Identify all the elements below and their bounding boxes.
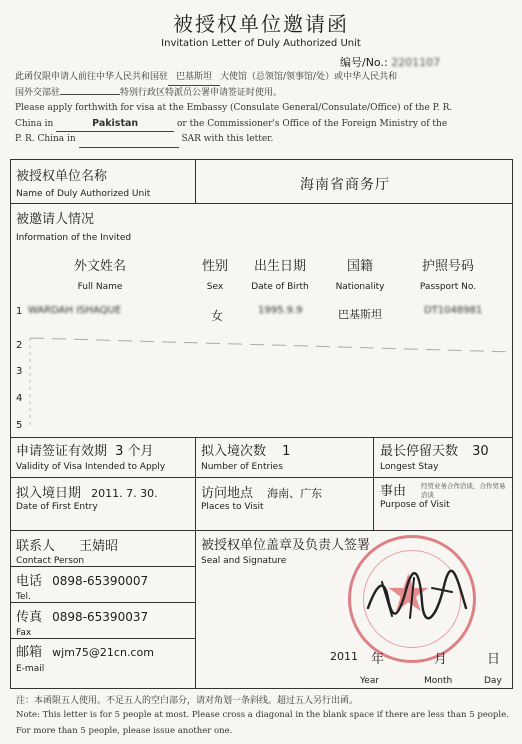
seal-label-en: Seal and Signature xyxy=(201,556,287,566)
fax-field xyxy=(16,606,148,625)
purpose-label-en: Purpose of Visit xyxy=(380,500,450,510)
serial-number xyxy=(340,54,440,70)
email-value: wjm75@21cn.com xyxy=(52,646,154,659)
col-passport-cn: 护照号码 xyxy=(421,259,474,274)
handwritten-signature xyxy=(362,568,472,630)
col-name-cn: 外文姓名 xyxy=(73,259,126,274)
seal-year-value: 2011 xyxy=(330,650,358,663)
validity-label-cn: 申请签证有效期 xyxy=(16,444,108,459)
purpose-label-cn: 事由 xyxy=(380,484,407,499)
places-label-cn: 访问地点 xyxy=(201,486,254,501)
invitee-full-name: WARDAH ISHAQUE xyxy=(28,305,122,316)
intro-en-line-2: China in Pakistan or the Commissioner's Office of the Foreign Ministry of the xyxy=(15,116,510,132)
entries-label-en: Number of Entries xyxy=(201,462,283,472)
col-nationality-en: Nationality xyxy=(335,282,385,292)
seal-year-en: Year xyxy=(360,676,380,686)
serial-value: 2201107 xyxy=(391,56,441,69)
seal-day-cn: 日 xyxy=(487,652,501,667)
row-number: 5 xyxy=(16,420,23,431)
contact-person-label-en: Contact Person xyxy=(16,556,85,566)
entries-value: 1 xyxy=(282,444,291,459)
fax-label-en: Fax xyxy=(16,628,32,638)
invitee-nationality: 巴基斯坦 xyxy=(338,308,382,321)
unit-name-value: 海南省商务厅 xyxy=(300,177,390,193)
row-number: 3 xyxy=(16,366,23,377)
unit-label-en: Name of Duly Authorized Unit xyxy=(16,189,151,199)
places-label-en: Places to Visit xyxy=(201,502,264,512)
invitee-passport: DT1048981 xyxy=(424,305,483,316)
invited-label-cn: 被邀请人情况 xyxy=(16,212,95,227)
tel-field xyxy=(16,570,148,589)
validity-value: 3 个月 xyxy=(115,444,154,459)
validity-label-en: Validity of Visa Intended to Apply xyxy=(16,462,166,472)
contact-person-label-cn: 联系人 xyxy=(16,539,56,554)
col-dob-en: Date of Birth xyxy=(251,282,309,292)
serial-label: 编号/No.: xyxy=(340,56,388,69)
intro-cn-country: 巴基斯坦 xyxy=(168,70,220,86)
entry-date-label-en: Date of First Entry xyxy=(16,502,98,512)
tel-value: 0898-65390007 xyxy=(52,574,149,588)
stay-label-cn: 最长停留天数 xyxy=(380,444,459,459)
letter-title-en: Invitation Letter of Duly Authorized Unit xyxy=(161,38,361,49)
invited-label-en: Information of the Invited xyxy=(16,233,132,243)
intro-cn-line-2: 国外交部驻 特别行政区特派员公署申请签证时使用。 xyxy=(15,88,283,98)
col-passport-en: Passport No. xyxy=(419,282,477,292)
row-number: 4 xyxy=(16,393,23,404)
intro-en-line-1: Please apply forthwith for visa at the Embassy (Consulate General/Consulate/Office) of the P. R. xyxy=(15,103,453,113)
intro-cn-line-1: 此函仅限申请人前往中华人民共和国驻 巴基斯坦 大使馆（总领馆/领事馆/处）或中华人民共和 xyxy=(15,70,510,86)
col-dob-cn: 出生日期 xyxy=(253,259,306,274)
invitee-sex: 女 xyxy=(211,309,224,323)
stay-label-en: Longest Stay xyxy=(380,462,439,472)
seal-label-cn: 被授权单位盖章及负责人签署 xyxy=(201,538,371,553)
entry-date-value: 2011. 7. 30. xyxy=(91,487,158,500)
stay-field xyxy=(380,440,489,459)
seal-month-cn: 月 xyxy=(434,652,448,667)
email-field xyxy=(16,641,154,660)
unit-label-cn: 被授权单位名称 xyxy=(16,169,108,184)
stay-value: 30 xyxy=(472,444,489,459)
fax-label-cn: 传真 xyxy=(16,610,43,625)
seal-day-en: Day xyxy=(484,676,502,686)
official-seal: ★ xyxy=(348,535,476,663)
email-label-en: E-mail xyxy=(16,664,45,674)
intro-en-country: Pakistan xyxy=(56,116,174,132)
col-sex-cn: 性别 xyxy=(201,259,228,274)
tel-label-en: Tel. xyxy=(16,592,31,602)
blank-rows-diagonal xyxy=(10,318,513,436)
entries-label-cn: 拟入境次数 xyxy=(201,444,267,459)
contact-person-field xyxy=(16,535,118,554)
col-sex-en: Sex xyxy=(206,282,224,292)
entries-field xyxy=(201,440,290,459)
places-value: 海南、广东 xyxy=(267,487,323,500)
contact-person-value: 王婧昭 xyxy=(79,539,119,554)
fax-value: 0898-65390037 xyxy=(52,610,149,624)
col-name-en: Full Name xyxy=(77,282,123,292)
validity-field xyxy=(16,440,154,459)
seal-year-cn: 年 xyxy=(371,652,385,667)
email-label-cn: 邮箱 xyxy=(16,645,43,660)
col-nationality-cn: 国籍 xyxy=(346,259,373,274)
purpose-value: 经贸业务合作洽谈，合作贸易洽谈 xyxy=(421,482,506,499)
seal-month-en: Month xyxy=(424,676,453,686)
footer-note-cn: 注：本函限五人使用。不足五人的空白部分，请对角划一条斜线。超过五人另行出函。 xyxy=(16,696,359,706)
row-number: 1 xyxy=(16,306,23,317)
footer-note-en-2: For more than 5 people, please issue another one. xyxy=(16,726,233,736)
tel-label-cn: 电话 xyxy=(16,574,43,589)
row-number: 2 xyxy=(16,340,23,351)
entry-date-label-cn: 拟入境日期 xyxy=(16,486,82,501)
entry-date-field xyxy=(16,482,158,501)
letter-title-cn: 被授权单位邀请函 xyxy=(173,12,349,36)
footer-note-en-1: Note: This letter is for 5 people at most. Please cross a diagonal in the blank space if there are less than 5 people. xyxy=(16,710,509,720)
intro-en-line-3: P. R. China in SAR with this letter. xyxy=(15,132,510,148)
places-field xyxy=(201,482,322,501)
invitee-dob: 1995.9.9 xyxy=(258,305,303,316)
intro-paragraph xyxy=(15,70,510,148)
